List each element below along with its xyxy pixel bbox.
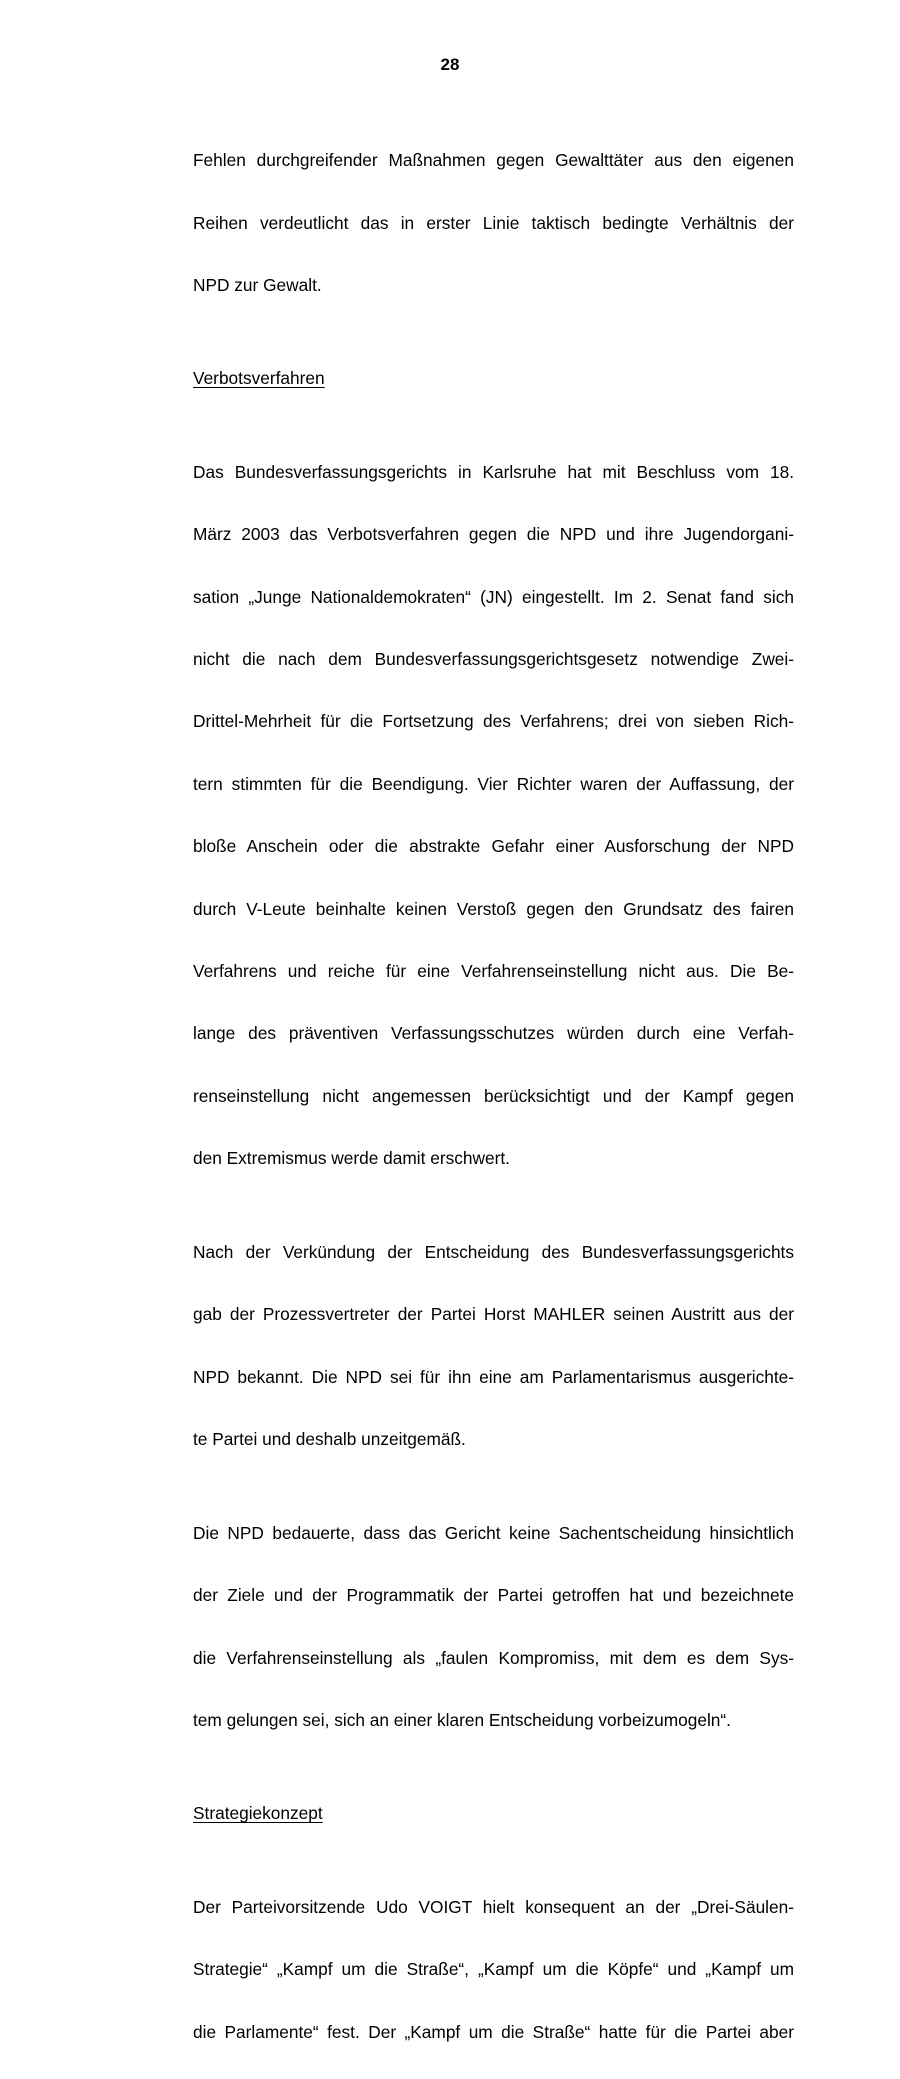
text-line: te Partei und deshalb unzeitgemäß. [193, 1429, 466, 1450]
paragraph-strategiekonzept [193, 1861, 794, 2079]
paragraph-verbotsverfahren [193, 426, 794, 1206]
text-line: nicht die nach dem Bundesverfassungsgerichtsgesetz notwendige Zwei- [193, 649, 794, 670]
text-line: Die NPD bedauerte, dass das Gericht keine Sachentscheidung hinsichtlich [193, 1522, 794, 1543]
text-line: gab der Prozessvertreter der Partei Horst MAHLER seinen Austritt aus der [193, 1304, 794, 1325]
spacer [193, 1767, 794, 1798]
text-line: sation „Junge Nationaldemokraten“ (JN) eingestellt. Im 2. Senat fand sich [193, 586, 794, 607]
text-line: renseinstellung nicht angemessen berücksichtigt und der Kampf gegen [193, 1085, 794, 1106]
paragraph-mahler-austritt [193, 1206, 794, 1487]
text-line: Nach der Verkündung der Entscheidung des Bundesverfassungsgerichts [193, 1241, 794, 1262]
document-body [193, 114, 794, 2079]
section-heading-strategiekonzept: Strategiekonzept [193, 1803, 323, 1824]
text-line: Das Bundesverfassungsgerichts in Karlsruhe hat mit Beschluss vom 18. [193, 461, 794, 482]
page-number: 28 [440, 55, 460, 74]
text-line: Verfahrens und reiche für eine Verfahrenseinstellung nicht aus. Die Be- [193, 961, 794, 982]
text-line: die Parlamente“ fest. Der „Kampf um die Straße“ hatte für die Partei aber [193, 2021, 794, 2042]
spacer [193, 332, 794, 363]
section-heading-verbotsverfahren: Verbotsverfahren [193, 368, 325, 389]
text-line: Der Parteivorsitzende Udo VOIGT hielt konsequent an der „Drei-Säulen- [193, 1896, 794, 1917]
text-line: Fehlen durchgreifender Maßnahmen gegen Gewalttäter aus den eigenen [193, 150, 794, 171]
spacer [193, 395, 794, 426]
text-line: tem gelungen sei, sich an einer klaren Entscheidung vorbeizumogeln“. [193, 1709, 731, 1730]
text-line: NPD bekannt. Die NPD sei für ihn eine am Parlamentarismus ausgerichte- [193, 1366, 794, 1387]
text-line: durch V-Leute beinhalte keinen Verstoß gegen den Grundsatz des fairen [193, 898, 794, 919]
text-line: der Ziele und der Programmatik der Partei getroffen hat und bezeichnete [193, 1585, 794, 1606]
paragraph-npd-bedauern [193, 1487, 794, 1768]
spacer [193, 1830, 794, 1861]
text-line: den Extremismus werde damit erschwert. [193, 1148, 510, 1169]
text-line: März 2003 das Verbotsverfahren gegen die NPD und ihre Jugendorgani- [193, 524, 794, 545]
text-line: Reihen verdeutlicht das in erster Linie taktisch bedingte Verhältnis der [193, 212, 794, 233]
text-line: bloße Anschein oder die abstrakte Gefahr einer Ausforschung der NPD [193, 836, 794, 857]
text-line: lange des präventiven Verfassungsschutzes würden durch eine Verfah- [193, 1023, 794, 1044]
text-line: Strategie“ „Kampf um die Straße“, „Kampf um die Köpfe“ und „Kampf um [193, 1959, 794, 1980]
text-line: die Verfahrenseinstellung als „faulen Kompromiss, mit dem es dem Sys- [193, 1647, 794, 1668]
text-line: Drittel-Mehrheit für die Fortsetzung des Verfahrens; drei von sieben Rich- [193, 711, 794, 732]
text-line: NPD zur Gewalt. [193, 275, 322, 296]
text-line: tern stimmten für die Beendigung. Vier Richter waren der Auffassung, der [193, 773, 794, 794]
paragraph-intro [193, 114, 794, 332]
